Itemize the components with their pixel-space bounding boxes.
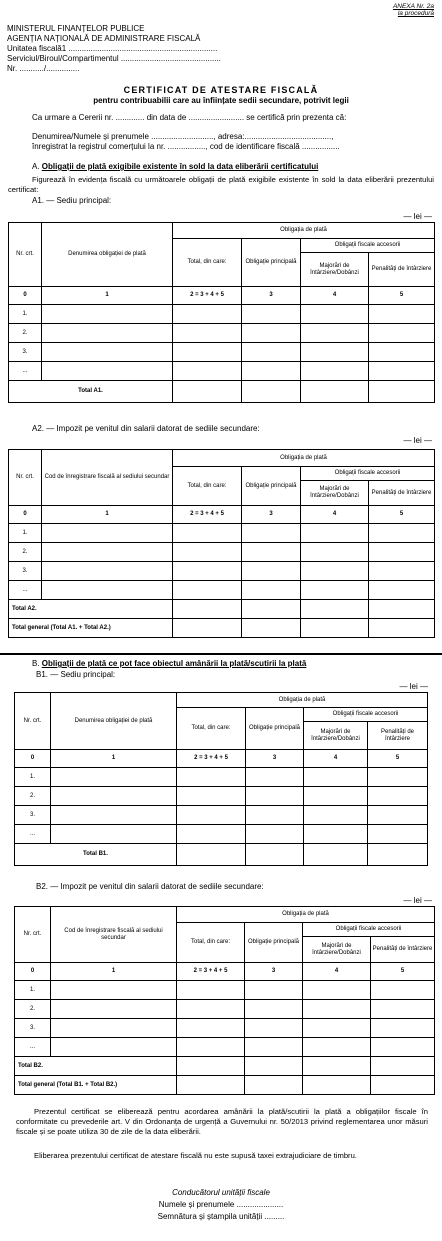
col-nr: Nr. crt. [15, 693, 51, 750]
col-total: Total, din care: [173, 467, 242, 506]
agency-name: AGENȚIA NAȚIONALĂ DE ADMINISTRARE FISCALĂ [7, 34, 201, 43]
total-row [15, 844, 428, 866]
b1-lei: — lei — [399, 682, 428, 691]
row-number: 3. [9, 562, 42, 581]
section-a-heading: A. Obligații de plată exigibile existente în sold la data eliberării certificatului [32, 162, 319, 171]
table-row [15, 768, 428, 787]
total-a-general: Total general (Total A1. + Total A2.) [9, 619, 173, 638]
col-penalitati: Penalități de întârziere [369, 253, 435, 287]
row-number: 3. [15, 1019, 51, 1038]
b2-lei: — lei — [403, 896, 432, 905]
index-cell: 1 [42, 506, 173, 524]
col-majorari: Majorări de întârziere/Dobânzi [304, 722, 368, 750]
row-number: 2. [9, 324, 42, 343]
col-total: Total, din care: [173, 239, 242, 287]
row-number: 3. [15, 806, 51, 825]
annex-label: ANEXA Nr. 2a [392, 3, 434, 10]
col-majorari: Majorări de întârziere/Dobânzi [301, 481, 369, 506]
index-cell: 3 [245, 963, 303, 981]
service-line: Serviciul/Biroul/Compartimentul ............................................. [7, 54, 221, 63]
table-b2 [14, 906, 435, 1095]
ministry-name: MINISTERUL FINANȚELOR PUBLICE [7, 24, 145, 33]
document-title: CERTIFICAT DE ATESTARE FISCALĂ [123, 85, 319, 95]
table-row [15, 1019, 435, 1038]
index-cell: 2 = 3 + 4 + 5 [177, 750, 246, 768]
col-principala: Obligație principală [245, 923, 303, 963]
index-cell: 2 = 3 + 4 + 5 [173, 287, 242, 305]
table-row [15, 1000, 435, 1019]
col-obligatia: Obligația de plată [173, 450, 435, 467]
index-cell: 3 [242, 287, 301, 305]
index-cell: 2 = 3 + 4 + 5 [177, 963, 245, 981]
index-cell: 1 [51, 963, 177, 981]
footer-stamp-note: Eliberarea prezentului certificat de atestare fiscală nu este supusă taxei extrajudiciare de timbru. [34, 1151, 357, 1160]
row-number: ... [9, 581, 42, 600]
section-a-text: Figurează în evidența fiscală cu următoarele obligații de plată exigibile existente în sold la data eliberării prezentului certificat: [8, 175, 434, 194]
table-row [9, 543, 435, 562]
row-number: 2. [15, 787, 51, 806]
intro-request-line: Ca urmare a Cererii nr. ............. din data de ......................... se certifică prin prezenta că: [32, 113, 347, 122]
index-cell: 4 [301, 287, 369, 305]
table-row [15, 787, 428, 806]
row-number: 1. [15, 981, 51, 1000]
table-row [15, 806, 428, 825]
index-cell: 5 [371, 963, 435, 981]
table-b1 [14, 692, 428, 866]
head-name-line: Numele și prenumele ..................... [158, 1200, 284, 1209]
col-penalitati: Penalități de întârziere [371, 937, 435, 963]
total-row [15, 1057, 435, 1076]
table-a2 [8, 449, 435, 638]
index-cell: 5 [368, 750, 428, 768]
footer-paragraph: Prezentul certificat se eliberează pentru acordarea amânării la plată/scutirii la plată a obligațiilor fiscale în conformitate cu prevederile art. V din Ordonanța de urgență a Guvernului nr. 50/2013 privind reglementarea unor măsuri fiscale și se poate utiliza 30 de zile de la data eliberării. [16, 1107, 428, 1136]
b2-label: B2. — Impozit pe venitul din salarii datorat de sediile secundare: [36, 882, 264, 891]
col-obligatia: Obligația de plată [177, 907, 435, 923]
total-a2: Total A2. [9, 600, 173, 619]
total-b-general: Total general (Total B1. + Total B2.) [15, 1076, 177, 1095]
table-row [15, 1038, 435, 1057]
col-total: Total, din care: [177, 708, 246, 750]
total-row [9, 381, 435, 403]
col-obligatia: Obligația de plată [173, 223, 435, 239]
row-number: 2. [15, 1000, 51, 1019]
total-row [9, 600, 435, 619]
row-number: 1. [15, 768, 51, 787]
col-penalitati: Penalități de întârziere [369, 481, 435, 506]
col-accesorii: Obligații fiscale accesorii [304, 708, 428, 722]
section-b-heading: B. Obligații de plată ce pot face obiectul amânării la plată/scutirii la plată [32, 659, 307, 668]
col-accesorii: Obligații fiscale accesorii [301, 239, 435, 253]
table-row [15, 981, 435, 1000]
a2-label: A2. — Impozit pe venitul din salarii datorat de sediile secundare: [32, 424, 260, 433]
a1-lei: — lei — [403, 212, 432, 221]
b1-label: B1. — Sediu principal: [36, 670, 116, 679]
index-cell: 0 [15, 963, 51, 981]
col-accesorii: Obligații fiscale accesorii [301, 467, 435, 481]
total-b2: Total B2. [15, 1057, 177, 1076]
index-cell: 4 [301, 506, 369, 524]
row-number: 1. [9, 524, 42, 543]
table-row [9, 324, 435, 343]
index-cell: 2 = 3 + 4 + 5 [173, 506, 242, 524]
col-principala: Obligație principală [242, 239, 301, 287]
col-cod: Cod de înregistrare fiscală al sediului secundar [51, 907, 177, 963]
index-cell: 0 [9, 506, 42, 524]
col-nr: Nr. crt. [9, 223, 42, 287]
index-cell: 0 [9, 287, 42, 305]
col-principala: Obligație principală [242, 467, 301, 506]
index-cell: 0 [15, 750, 51, 768]
col-obligatia: Obligația de plată [177, 693, 428, 708]
table-row [15, 825, 428, 844]
table-row [9, 343, 435, 362]
col-majorari: Majorări de întârziere/Dobânzi [303, 937, 371, 963]
a2-lei: — lei — [403, 436, 432, 445]
total-b1: Total B1. [15, 844, 177, 866]
index-cell: 3 [242, 506, 301, 524]
index-cell: 3 [246, 750, 304, 768]
table-row [9, 524, 435, 543]
document-subtitle: pentru contribuabilii care au înființate sedii secundare, potrivit legii [93, 96, 349, 105]
table-row [9, 562, 435, 581]
col-denumire: Denumirea obligației de plată [42, 223, 173, 287]
col-principala: Obligație principală [246, 708, 304, 750]
annex-sub: la procedură [397, 10, 434, 17]
signature-line: Semnătura și ștampila unității ......... [157, 1212, 285, 1221]
total-a1: Total A1. [9, 381, 173, 403]
col-nr: Nr. crt. [9, 450, 42, 506]
page-divider [0, 653, 442, 655]
table-row [9, 581, 435, 600]
intro-name-line: Denumirea/Numele și prenumele ............................, adresa:......................................., [32, 132, 334, 141]
intro-registry-line: înregistrat la registrul comerțului la nr. ................., cod de identificare fiscală ................. [32, 142, 340, 151]
col-accesorii: Obligații fiscale accesorii [303, 923, 435, 937]
col-penalitati: Penalități de întârziere [368, 722, 428, 750]
table-row [9, 362, 435, 381]
row-number: ... [15, 825, 51, 844]
col-nr: Nr. crt. [15, 907, 51, 963]
col-total: Total, din care: [177, 923, 245, 963]
index-cell: 1 [51, 750, 177, 768]
head-title: Conducătorul unității fiscale [172, 1188, 270, 1197]
col-cod: Cod de înregistrare fiscală al sediului secundar [42, 450, 173, 506]
col-denumire: Denumirea obligației de plată [51, 693, 177, 750]
index-cell: 1 [42, 287, 173, 305]
table-a1 [8, 222, 435, 403]
row-number: ... [15, 1038, 51, 1057]
row-number: 2. [9, 543, 42, 562]
row-number: ... [9, 362, 42, 381]
col-majorari: Majorări de întârziere/Dobânzi [301, 253, 369, 287]
table-row [9, 305, 435, 324]
total-row [9, 619, 435, 638]
a1-label: A1. — Sediu principal: [32, 196, 112, 205]
index-cell: 5 [369, 287, 435, 305]
number-line: Nr. .........../............... [7, 64, 80, 73]
row-number: 3. [9, 343, 42, 362]
total-row [15, 1076, 435, 1095]
fiscal-unit-line: Unitatea fiscală1 ................................................................... [7, 44, 218, 53]
index-cell: 5 [369, 506, 435, 524]
row-number: 1. [9, 305, 42, 324]
index-cell: 4 [304, 750, 368, 768]
index-cell: 4 [303, 963, 371, 981]
